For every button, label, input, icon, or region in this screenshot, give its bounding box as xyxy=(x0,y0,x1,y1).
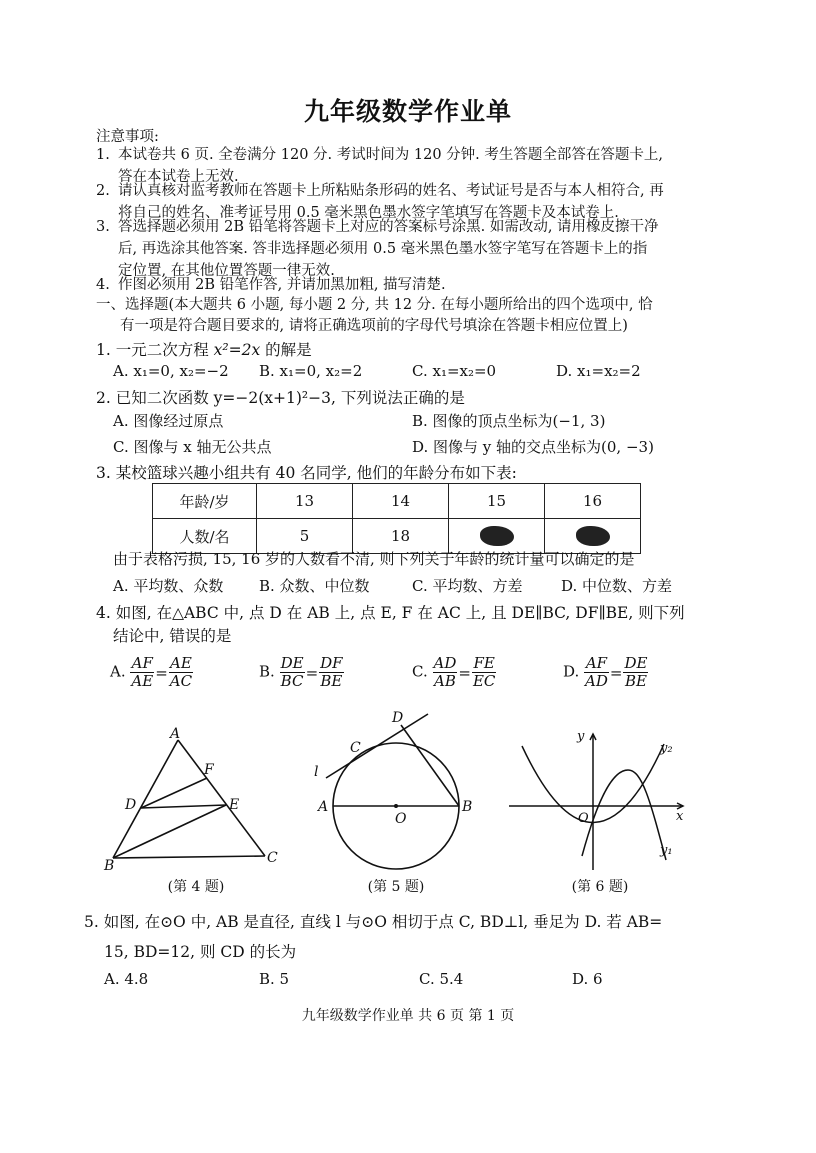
label-o: O xyxy=(395,811,407,827)
figure-6-graph xyxy=(509,734,683,870)
q4-option-d: D. $\frac{AF}{AD}$ = $\frac{DE}{BE}$ xyxy=(563,654,648,690)
side-ab xyxy=(113,740,178,858)
q3-option-d: D. 中位数、方差 xyxy=(561,577,673,595)
side-ac xyxy=(178,740,265,856)
segment-df xyxy=(141,778,207,808)
label-y1: y₁ xyxy=(660,843,673,858)
segment-de xyxy=(141,805,226,808)
question-4-stem-line1: 4. 如图, 在△ABC 中, 点 D 在 AB 上, 点 E, F 在 AC 上, 且 DE∥BC, DF∥BE, 则下列 xyxy=(96,604,685,622)
notice-item-3: 3. 答选择题必须用 2B 铅笔将答题卡上对应的答案标号涂黑. 如需改动, 请用橡皮擦干净 后, 再选涂其他答案. 答非选择题必须用 0.5 毫米黑色墨水签字笔写在答题卡上的指 定位置, 在其他位置答题一律无效. xyxy=(96,219,659,279)
q5-option-d: D. 6 xyxy=(572,970,603,988)
label-origin: O xyxy=(578,811,589,826)
segment-bd xyxy=(401,725,459,806)
table-cell: 18 xyxy=(353,519,449,554)
curve-y2 xyxy=(582,770,666,860)
table-cell: 13 xyxy=(257,484,353,519)
q3-option-b: B. 众数、中位数 xyxy=(259,577,370,595)
q1-option-b: B. x₁=0, x₂=2 xyxy=(259,362,363,380)
q2-option-d: D. 图像与 y 轴的交点坐标为(0, −3) xyxy=(412,438,654,456)
table-cell: 14 xyxy=(353,484,449,519)
label-a: A xyxy=(318,799,329,815)
notice-item-1: 1. 本试卷共 6 页. 全卷满分 120 分. 考试时间为 120 分钟. 考生答题全部答在答题卡上, 答在本试卷上无效. xyxy=(96,147,663,185)
figure-6-caption: (第 6 题) xyxy=(571,879,629,895)
q4-option-c: C. $\frac{AD}{AB}$ = $\frac{FE}{EC}$ xyxy=(412,654,496,690)
q5-option-c: C. 5.4 xyxy=(419,970,464,988)
q1-option-a: A. x₁=0, x₂=−2 xyxy=(113,362,229,380)
label-b: B xyxy=(462,799,473,815)
q5-option-b: B. 5 xyxy=(259,970,290,988)
table-cell: 16 xyxy=(545,484,641,519)
question-3-note: 由于表格污损, 15, 16 岁的人数看不清, 则下列关于年龄的统计量可以确定的是 xyxy=(113,550,635,568)
section-1-header: 一、选择题(本大题共 6 小题, 每小题 2 分, 共 12 分. 在每小题所给出的四个选项中, 恰 有一项是符合题目要求的, 请将正确选项前的字母代号填涂在答题卡相应位置上) xyxy=(96,297,653,334)
q4-option-a: A. $\frac{AF}{AE}$ = $\frac{AE}{AC}$ xyxy=(110,654,193,690)
ink-blot xyxy=(480,526,514,546)
figures-area xyxy=(0,700,816,900)
label-y-axis: y xyxy=(577,729,585,744)
figure-5-circle xyxy=(326,714,459,869)
q2-option-c: C. 图像与 x 轴无公共点 xyxy=(113,438,272,456)
label-y2: y₂ xyxy=(660,741,673,756)
center-point xyxy=(394,804,398,808)
table-cell: 5 xyxy=(257,519,353,554)
question-1-stem: 1. 一元二次方程 x²=2x 的解是 xyxy=(96,341,312,359)
q4-option-b: B. $\frac{DE}{BC}$ = $\frac{DF}{BE}$ xyxy=(259,654,343,690)
ink-blot xyxy=(576,526,610,546)
question-4-stem-line2: 结论中, 错误的是 xyxy=(113,627,232,645)
question-3-stem: 3. 某校篮球兴趣小组共有 40 名同学, 他们的年龄分布如下表: xyxy=(96,464,517,482)
label-f: F xyxy=(204,762,214,778)
q3-option-a: A. 平均数、众数 xyxy=(113,577,224,595)
label-l: l xyxy=(314,764,319,780)
table-cell: 人数/名 xyxy=(153,519,257,554)
label-c: C xyxy=(350,740,361,756)
question-5-stem-line1: 5. 如图, 在⊙O 中, AB 是直径, 直线 l 与⊙O 相切于点 C, BD⊥l, 垂足为 D. 若 AB= xyxy=(84,913,663,931)
q2-option-a: A. 图像经过原点 xyxy=(113,412,224,430)
side-bc xyxy=(113,856,265,858)
figure-5-labels xyxy=(314,710,472,827)
label-d: D xyxy=(125,797,137,813)
label-c: C xyxy=(267,850,278,866)
question-2-stem: 2. 已知二次函数 y=−2(x+1)²−3, 下列说法正确的是 xyxy=(96,389,465,407)
table-row xyxy=(153,484,641,519)
figure-4-caption: (第 4 题) xyxy=(167,879,225,895)
label-a: A xyxy=(170,726,181,742)
label-e: E xyxy=(229,797,240,813)
table-cell: 年龄/岁 xyxy=(153,484,257,519)
notice-item-4: 4. 作图必须用 2B 铅笔作答, 并请加黑加粗, 描写清楚. xyxy=(96,277,446,293)
figure-4-labels xyxy=(103,726,278,874)
label-d: D xyxy=(392,710,404,726)
age-distribution-table xyxy=(152,483,641,554)
notice-item-2: 2. 请认真核对监考教师在答题卡上所粘贴条形码的姓名、考试证号是否与本人相符合, 再 将自己的姓名、准考证号用 0.5 毫米黑色墨水签字笔填写在答题卡及本试卷上. xyxy=(96,183,664,221)
notice-heading: 注意事项: xyxy=(96,129,159,145)
figure-5-caption: (第 5 题) xyxy=(367,879,425,895)
q3-option-c: C. 平均数、方差 xyxy=(412,577,523,595)
question-5-stem-line2: 15, BD=12, 则 CD 的长为 xyxy=(104,943,297,961)
q2-option-b: B. 图像的顶点坐标为(−1, 3) xyxy=(412,412,606,430)
label-x-axis: x xyxy=(676,809,684,824)
page-footer: 九年级数学作业单 共 6 页 第 1 页 xyxy=(301,1008,515,1024)
figure-6-labels xyxy=(576,729,684,858)
label-b: B xyxy=(104,858,115,874)
q5-option-a: A. 4.8 xyxy=(104,970,149,988)
q1-option-d: D. x₁=x₂=2 xyxy=(556,362,641,380)
q1-option-c: C. x₁=x₂=0 xyxy=(412,362,497,380)
page-title: 九年级数学作业单 xyxy=(303,97,512,126)
table-cell: 15 xyxy=(449,484,545,519)
